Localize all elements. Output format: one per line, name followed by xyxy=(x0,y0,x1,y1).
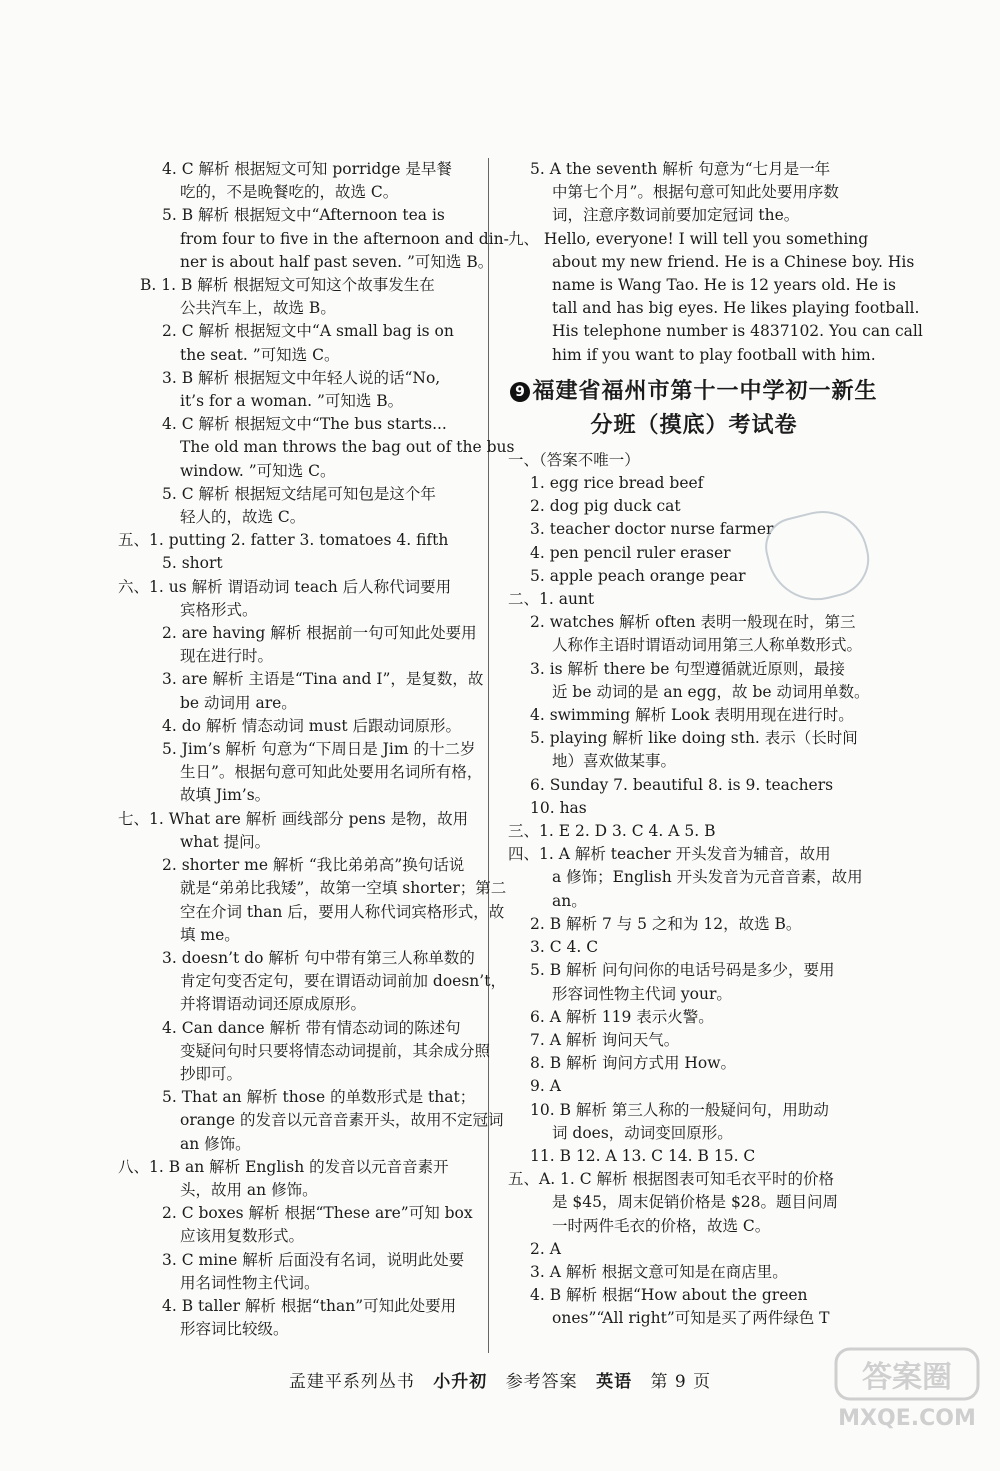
answer-line: 词 does，动词变回原形。 xyxy=(552,1123,733,1142)
answer-line: the seat. ”可知选 C。 xyxy=(180,345,340,364)
answer-line: ones”“All right”可知是买了两件绿色 T xyxy=(552,1309,830,1328)
answer-line: 并将谓语动词还原成原形。 xyxy=(180,995,367,1014)
answer-line: The old man throws the bag out of the bus xyxy=(180,438,515,457)
answer-line: him if you want to play football with him. xyxy=(552,345,876,364)
answer-line: 5. playing 解析 like doing sth. 表示（长时间 xyxy=(530,729,858,748)
answer-line: 八、1. B an 解析 English 的发音以元音音素开 xyxy=(118,1157,449,1176)
answer-line: 6. A 解析 119 表示火警。 xyxy=(530,1007,714,1026)
answer-line: 用名词性物主代词。 xyxy=(180,1273,320,1292)
answer-line: 抄即可。 xyxy=(180,1064,243,1083)
logo-text: 答案圈 xyxy=(862,1360,952,1395)
answer-line: 三、1. E 2. D 3. C 4. A 5. B xyxy=(508,822,716,841)
answers-section-8-continued xyxy=(508,158,923,367)
column-divider xyxy=(488,158,489,1353)
answer-line: 一时两件毛衣的价格，故选 C。 xyxy=(552,1216,771,1235)
answer-line: 头，故用 an 修饰。 xyxy=(180,1180,318,1199)
section-title-line1: 福建省福州市第十一中学初一新生 xyxy=(532,378,878,404)
section-number-badge: 9 xyxy=(510,382,530,402)
footer-subject: 英语 xyxy=(596,1372,633,1392)
answer-line: 近 be 动词的是 an egg，故 be 动词用单数。 xyxy=(552,682,870,701)
answer-line: 3. A 解析 根据文意可知是在商店里。 xyxy=(530,1262,788,1281)
answer-line: 3. are 解析 主语是“Tina and I”，是复数，故 xyxy=(162,670,484,689)
answer-line: 4. Can dance 解析 带有情态动词的陈述句 xyxy=(162,1018,461,1037)
answer-line: 3. doesn’t do 解析 句中带有第三人称单数的 xyxy=(162,948,475,967)
answer-line: a 修饰；English 开头发音为元音音素，故用 xyxy=(552,868,863,887)
answer-line: 现在进行时。 xyxy=(180,647,274,666)
logo-url: MXQE.COM xyxy=(838,1406,976,1431)
site-logo-watermark xyxy=(832,1345,982,1435)
answer-line: 形容词比较级。 xyxy=(180,1320,289,1339)
footer-series: 孟建平系列丛书 xyxy=(288,1372,415,1392)
answer-line: window. ”可知选 C。 xyxy=(180,461,336,480)
left-column xyxy=(118,158,515,1341)
answer-line: 2. A xyxy=(530,1239,561,1258)
answer-line: 一、（答案不唯一） xyxy=(508,450,640,469)
answer-line: 3. teacher doctor nurse farmer xyxy=(530,520,774,539)
footer-section: 参考答案 xyxy=(505,1372,578,1392)
answer-line: 中第七个月”。根据句意可知此处要用序数 xyxy=(552,183,839,202)
footer-page: 第 9 页 xyxy=(650,1372,712,1392)
answer-line: 5. C 解析 根据短文结尾可知包是这个年 xyxy=(162,484,436,503)
answer-line: 4. B 解析 根据“How about the green xyxy=(530,1286,808,1305)
answer-line: ner is about half past seven. ”可知选 B。 xyxy=(180,252,494,271)
answer-line: 二、1. aunt xyxy=(508,590,595,609)
answer-line: 变疑问句时只要将情态动词提前，其余成分照 xyxy=(180,1041,491,1060)
answer-line: 5. apple peach orange pear xyxy=(530,566,746,585)
answer-line: 轻人的，故选 C。 xyxy=(180,508,306,527)
answer-line: 生日”。根据句意可知此处要用名词所有格， xyxy=(180,763,483,782)
section-title-line2: 分班（摸底）考试卷 xyxy=(590,412,798,438)
answer-line: an 修饰。 xyxy=(180,1134,251,1153)
answer-line: 词，注意序数词前要加定冠词 the。 xyxy=(552,206,800,225)
answer-line: from four to five in the afternoon and din- xyxy=(180,229,509,248)
answer-line: 四、1. A 解析 teacher 开头发音为辅音，故用 xyxy=(508,845,831,864)
answer-line: 宾格形式。 xyxy=(180,600,258,619)
answer-line: 2. dog pig duck cat xyxy=(530,497,681,516)
answer-line: 11. B 12. A 13. C 14. B 15. C xyxy=(530,1146,756,1165)
answer-line: 地）喜欢做某事。 xyxy=(552,752,677,771)
answer-line: 3. B 解析 根据短文中年轻人说的话“No, xyxy=(162,368,441,387)
answer-line: 是 $45，周末促销价格是 $28。题目问周 xyxy=(552,1193,839,1212)
answer-line: 9. A xyxy=(530,1077,561,1096)
answer-line: 2. C 解析 根据短文中“A small bag is on xyxy=(162,322,454,341)
answer-line: 2. B 解析 7 与 5 之和为 12，故选 B。 xyxy=(530,914,802,933)
answer-line: 7. A 解析 询问天气。 xyxy=(530,1030,680,1049)
footer-grade: 小升初 xyxy=(433,1372,488,1392)
answer-line: 5. A the seventh 解析 句意为“七月是一年 xyxy=(530,160,831,178)
answer-line: what 提问。 xyxy=(180,832,271,851)
answer-line: 故填 Jim’s。 xyxy=(180,786,271,805)
answer-line: 5. B 解析 根据短文中“Afternoon tea is xyxy=(162,206,445,225)
answer-line: 2. shorter me 解析 “我比弟弟高”换句话说 xyxy=(162,856,465,875)
answer-line: an。 xyxy=(552,891,587,910)
answer-line: 六、1. us 解析 谓语动词 teach 后人称代词要用 xyxy=(118,577,452,596)
answer-line: 2. watches 解析 often 表明一般现在时，第三 xyxy=(530,613,856,632)
answer-line: 4. pen pencil ruler eraser xyxy=(530,543,731,562)
answer-line: 5. That an 解析 those 的单数形式是 that； xyxy=(162,1088,476,1107)
answer-line: orange 的发音以元音音素开头，故用不定冠词 xyxy=(180,1111,504,1130)
section-title xyxy=(508,375,880,409)
answer-line: tall and has big eyes. He likes playing football. xyxy=(552,299,920,318)
answer-line: 3. C mine 解析 后面没有名词，说明此处要 xyxy=(162,1250,465,1269)
answer-line: 形容词性物主代词 your。 xyxy=(552,984,732,1003)
answer-line: B. 1. B 解析 根据短文可知这个故事发生在 xyxy=(140,276,435,295)
answer-line: 5. short xyxy=(162,554,223,573)
answer-line: 10. B 解析 第三人称的一般疑问句，用助动 xyxy=(530,1100,829,1119)
answer-line: 肯定句变否定句，要在谓语动词前加 doesn’t， xyxy=(180,972,506,991)
answer-line: 3. is 解析 there be 句型遵循就近原则，最接 xyxy=(530,659,845,678)
answer-line: 4. C 解析 根据短文可知 porridge 是早餐 xyxy=(162,160,452,178)
answer-line: 3. C 4. C xyxy=(530,938,599,957)
answer-line: 5. B 解析 问句问你的电话号码是多少，要用 xyxy=(530,961,835,980)
answer-line: 九、 Hello, everyone! I will tell you something xyxy=(508,229,869,248)
answer-line: about my new friend. He is a Chinese boy. His xyxy=(552,252,915,271)
answer-line: 五、1. putting 2. fatter 3. tomatoes 4. fifth xyxy=(118,531,449,550)
answer-line: 公共汽车上，故选 B。 xyxy=(180,299,336,318)
answer-line: 七、1. What are 解析 画线部分 pens 是物，故用 xyxy=(118,809,469,828)
answer-line: His telephone number is 4837102. You can call xyxy=(552,322,923,341)
answer-line: 应该用复数形式。 xyxy=(180,1227,305,1246)
answer-line: 6. Sunday 7. beautiful 8. is 9. teachers xyxy=(530,775,834,794)
answer-line: 就是“弟弟比我矮”，故第一空填 shorter；第二 xyxy=(180,879,507,898)
answer-line: 空在介词 than 后，要用人称代词宾格形式，故 xyxy=(180,902,505,921)
answer-line: 4. B taller 解析 根据“than”可知此处要用 xyxy=(162,1296,457,1315)
answer-line: 五、A. 1. C 解析 根据图表可知毛衣平时的价格 xyxy=(508,1170,834,1189)
answer-line: 10. has xyxy=(530,798,587,817)
answer-line: name is Wang Tao. He is 12 years old. He is xyxy=(552,276,896,295)
answer-line: 吃的，不是晚餐吃的，故选 C。 xyxy=(180,183,399,202)
answer-line: 4. swimming 解析 Look 表明用现在进行时。 xyxy=(530,706,854,725)
answer-line: 1. egg rice bread beef xyxy=(530,474,704,493)
answer-line: 填 me。 xyxy=(180,925,240,944)
answer-line: it’s for a woman. ”可知选 B。 xyxy=(180,392,404,411)
right-column xyxy=(508,158,923,1331)
answer-line: 5. Jim’s 解析 句意为“下周日是 Jim 的十二岁 xyxy=(162,740,476,759)
answer-line: 8. B 解析 询问方式用 How。 xyxy=(530,1054,737,1073)
answer-line: 人称作主语时谓语动词用第三人称单数形式。 xyxy=(552,636,863,655)
answer-line: 2. C boxes 解析 根据“These are”可知 box xyxy=(162,1204,473,1223)
answer-line: be 动词用 are。 xyxy=(180,693,297,712)
answer-line: 4. do 解析 情态动词 must 后跟动词原形。 xyxy=(162,716,462,735)
answer-line: 4. C 解析 根据短文中“The bus starts... xyxy=(162,415,447,434)
answer-line: 2. are having 解析 根据前一句可知此处要用 xyxy=(162,624,477,643)
